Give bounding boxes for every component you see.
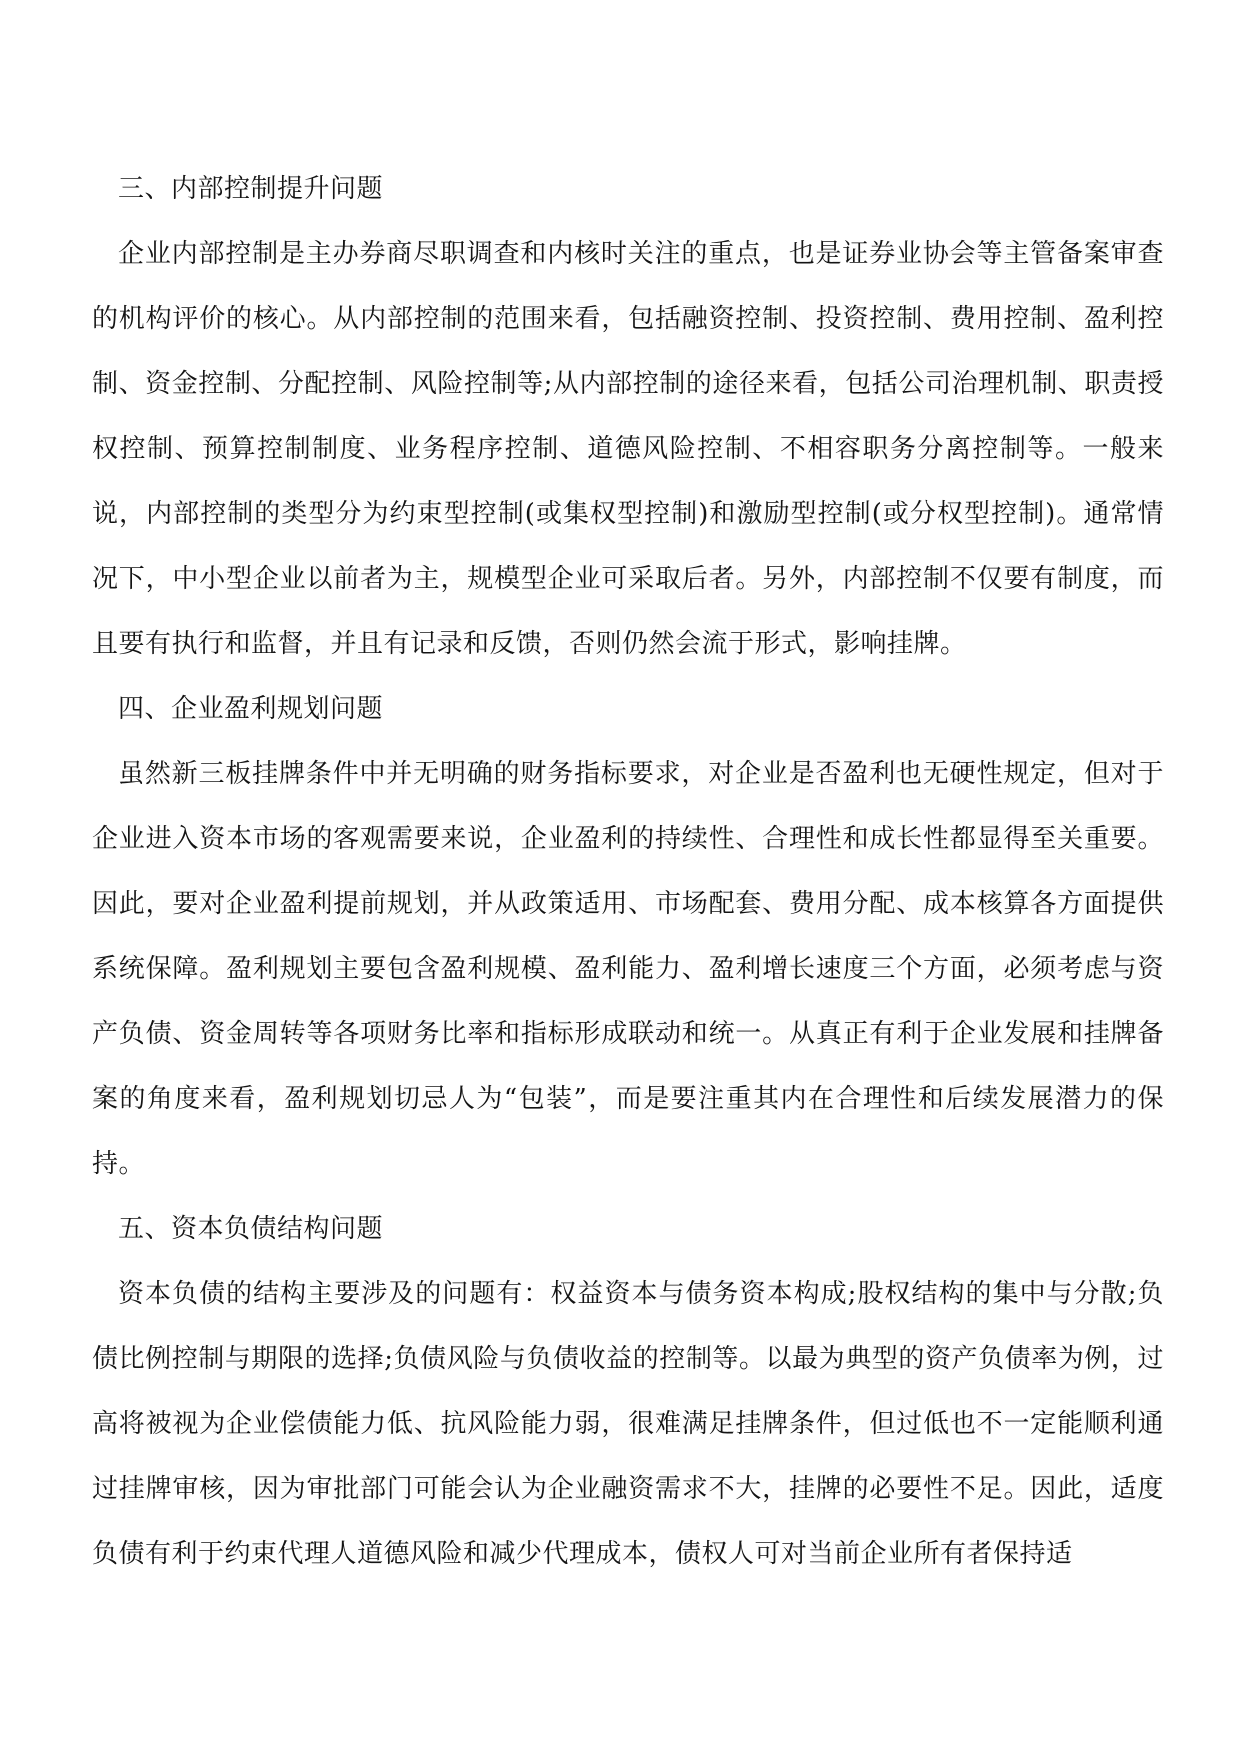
section-heading-capital-structure: 五、资本负债结构问题 — [118, 1214, 384, 1244]
section-heading-internal-control: 三、内部控制提升问题 — [118, 174, 384, 204]
paragraph-capital-structure: 资本负债的结构主要涉及的问题有：权益资本与债务资本构成;股权结构的集中与分散;负债比例控制与期限的选择;负债风险与负债收益的控制等。以最为典型的资产负债率为例，过高将被视为企业偿债能力低、抗风险能力弱，很难满足挂牌条件，但过低也不一定能顺利通过挂牌审核，因为审批部门可能会认为企业融资需求不大，挂牌的必要性不足。因此，适度负债有利于约束代理人道德风险和减少代理成本，债权人可对当前企业所有者保持适 — [92, 1279, 1164, 1569]
paragraph-internal-control: 企业内部控制是主办券商尽职调查和内核时关注的重点，也是证券业协会等主管备案审查的机构评价的核心。从内部控制的范围来看，包括融资控制、投资控制、费用控制、盈利控制、资金控制、分配控制、风险控制等;从内部控制的途径来看，包括公司治理机制、职责授权控制、预算控制制度、业务程序控制、道德风险控制、不相容职务分离控制等。一般来说，内部控制的类型分为约束型控制(或集权型控制)和激励型控制(或分权型控制)。通常情况下，中小型企业以前者为主，规模型企业可采取后者。另外，内部控制不仅要有制度，而且要有执行和监督，并且有记录和反馈，否则仍然会流于形式，影响挂牌。 — [92, 239, 1164, 659]
paragraph-profit-planning: 虽然新三板挂牌条件中并无明确的财务指标要求，对企业是否盈利也无硬性规定，但对于企业进入资本市场的客观需要来说，企业盈利的持续性、合理性和成长性都显得至关重要。因此，要对企业盈利提前规划，并从政策适用、市场配套、费用分配、成本核算各方面提供系统保障。盈利规划主要包含盈利规模、盈利能力、盈利增长速度三个方面，必须考虑与资产负债、资金周转等各项财务比率和指标形成联动和统一。从真正有利于企业发展和挂牌备案的角度来看，盈利规划切忌人为“包装”，而是要注重其内在合理性和后续发展潜力的保持。 — [92, 759, 1164, 1179]
document-body — [92, 157, 1164, 1587]
section-heading-profit-planning: 四、企业盈利规划问题 — [118, 694, 384, 724]
